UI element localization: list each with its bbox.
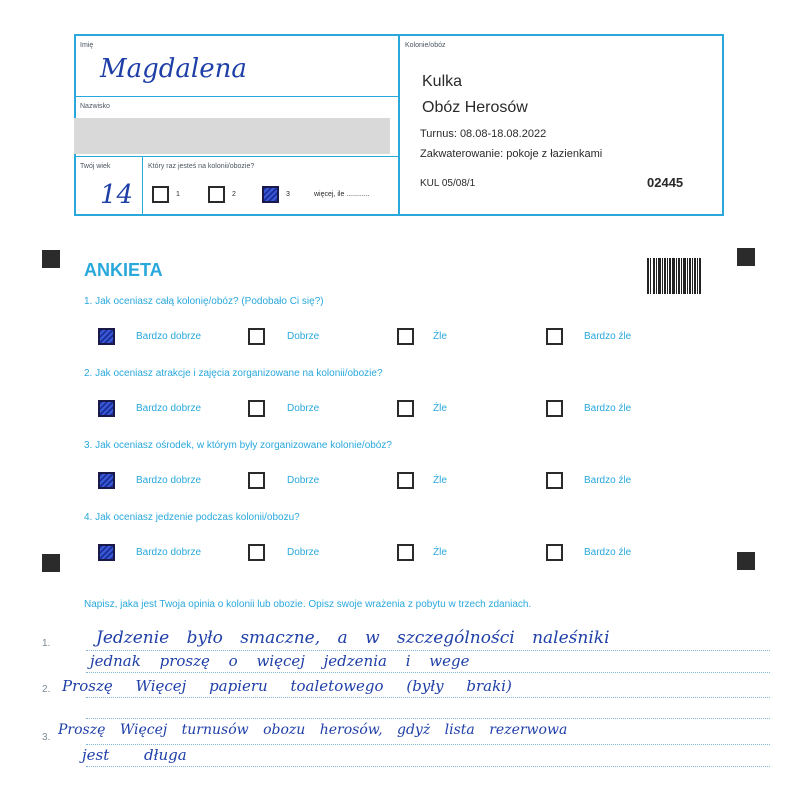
name-label: Imię <box>80 42 94 49</box>
times-checkbox-2[interactable] <box>208 186 225 203</box>
question-4-checkbox-1[interactable] <box>98 544 115 561</box>
opinion-prompt: Napisz, jaka jest Twoja opinia o kolonii lub obozie. Opisz swoje wrażenia z pobytu w trzech zdaniach. <box>84 599 532 610</box>
answer-line <box>86 718 770 719</box>
times-option-3: 3 <box>286 191 290 198</box>
camp-name: Obóz Herosów <box>422 99 528 116</box>
question-4-text: 4. Jak oceniasz jedzenie podczas kolonii/obozu? <box>84 512 300 523</box>
line-number-1: 1. <box>42 638 51 649</box>
corner-marker-bottom-right <box>737 552 755 570</box>
question-3-checkbox-4[interactable] <box>546 472 563 489</box>
question-3-option-label-2: Dobrze <box>287 475 320 486</box>
question-3-checkbox-2[interactable] <box>248 472 265 489</box>
camp-code: KUL 05/08/1 <box>420 178 476 189</box>
question-1-option-label-4: Bardzo źle <box>584 331 632 342</box>
question-3-option-label-3: Źle <box>433 475 447 486</box>
question-4-checkbox-4[interactable] <box>546 544 563 561</box>
answer-line-2: jednak proszę o więcej jedzenia i wege <box>90 652 470 670</box>
question-1-checkbox-1[interactable] <box>98 328 115 345</box>
age-label: Twój wiek <box>80 163 111 170</box>
times-option-2: 2 <box>232 191 236 198</box>
answer-line <box>86 650 770 651</box>
answer-line <box>86 766 770 767</box>
question-4-option-label-4: Bardzo źle <box>584 547 632 558</box>
age-value: 14 <box>100 180 134 210</box>
barcode-icon <box>647 258 701 294</box>
question-2-option-label-1: Bardzo dobrze <box>136 403 202 414</box>
question-4-checkbox-3[interactable] <box>397 544 414 561</box>
question-3-checkbox-1[interactable] <box>98 472 115 489</box>
camp-label: Kolonie/obóz <box>405 42 446 49</box>
answer-line <box>86 744 770 745</box>
question-1-option-label-3: Źle <box>433 331 447 342</box>
answer-line-3: Proszę Więcej papieru toaletowego (były braki) <box>62 677 512 695</box>
question-1-checkbox-2[interactable] <box>248 328 265 345</box>
accommodation: Zakwaterowanie: pokoje z łazienkami <box>420 148 603 160</box>
times-option-1: 1 <box>176 191 180 198</box>
camp-org: Kulka <box>422 73 463 90</box>
question-2-checkbox-1[interactable] <box>98 400 115 417</box>
question-3-option-label-1: Bardzo dobrze <box>136 475 202 486</box>
question-4-option-label-2: Dobrze <box>287 547 320 558</box>
times-checkbox-1[interactable] <box>152 186 169 203</box>
turnus: Turnus: 08.08-18.08.2022 <box>420 128 547 140</box>
question-1-text: 1. Jak oceniasz całą kolonię/obóz? (Podobało Ci się?) <box>84 296 324 307</box>
question-3-text: 3. Jak oceniasz ośrodek, w którym były zorganizowane kolonie/obóz? <box>84 440 392 451</box>
times-option-more: więcej, ile ............ <box>314 191 370 198</box>
surname-label: Nazwisko <box>80 103 110 110</box>
question-1-option-label-2: Dobrze <box>287 331 320 342</box>
surname-redaction <box>74 118 390 154</box>
question-2-option-label-4: Bardzo źle <box>584 403 632 414</box>
line-number-2: 2. <box>42 684 51 695</box>
barcode <box>647 258 701 294</box>
form-number: 02445 <box>647 175 684 190</box>
name-value: Magdalena <box>100 54 247 84</box>
question-4-checkbox-2[interactable] <box>248 544 265 561</box>
answer-line-5: jest długa <box>82 746 187 764</box>
question-1-option-label-1: Bardzo dobrze <box>136 331 202 342</box>
answer-line-1: Jedzenie było smaczne, a w szczególności naleśniki <box>96 628 610 648</box>
corner-marker-top-left <box>42 250 60 268</box>
question-4-option-label-1: Bardzo dobrze <box>136 547 202 558</box>
answer-line <box>86 697 770 698</box>
question-2-option-label-3: Źle <box>433 403 447 414</box>
survey-title: ANKIETA <box>84 260 163 280</box>
question-1-checkbox-4[interactable] <box>546 328 563 345</box>
question-2-text: 2. Jak oceniasz atrakcje i zajęcia zorganizowane na kolonii/obozie? <box>84 368 383 379</box>
answer-line <box>86 672 770 673</box>
question-2-checkbox-3[interactable] <box>397 400 414 417</box>
question-3-option-label-4: Bardzo źle <box>584 475 632 486</box>
answer-line-4: Proszę Więcej turnusów obozu herosów, gdyż lista rezerwowa <box>58 722 568 738</box>
corner-marker-bottom-left <box>42 554 60 572</box>
corner-marker-top-right <box>737 248 755 266</box>
times-checkbox-3[interactable] <box>262 186 279 203</box>
question-1-checkbox-3[interactable] <box>397 328 414 345</box>
question-4-option-label-3: Źle <box>433 547 447 558</box>
question-2-checkbox-2[interactable] <box>248 400 265 417</box>
line-number-3: 3. <box>42 732 51 743</box>
question-3-checkbox-3[interactable] <box>397 472 414 489</box>
times-label: Który raz jesteś na kolonii/obozie? <box>148 163 255 170</box>
question-2-checkbox-4[interactable] <box>546 400 563 417</box>
question-2-option-label-2: Dobrze <box>287 403 320 414</box>
